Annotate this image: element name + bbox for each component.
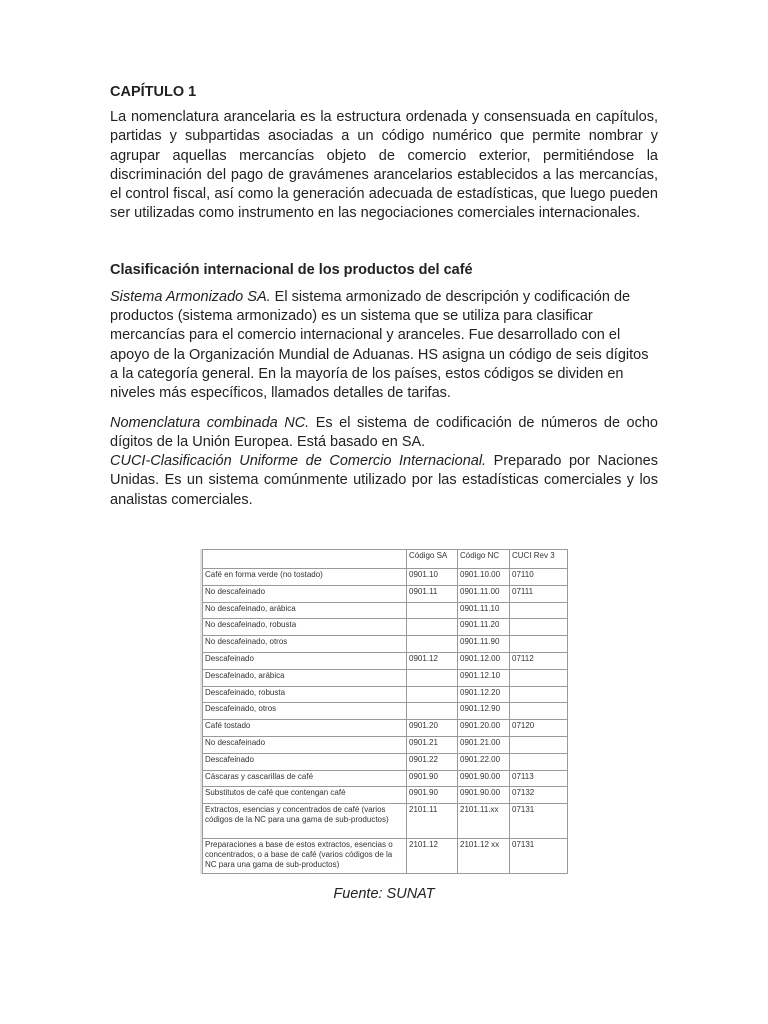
cell-description: Descafeinado	[203, 753, 407, 770]
table-row	[203, 703, 568, 720]
table-row	[203, 669, 568, 686]
table-row	[203, 787, 568, 804]
intro-paragraph: La nomenclatura arancelaria es la estructura ordenada y consensuada en capítulos, partidas y subpartidas asociadas a un código numérico que permite nombrar y agrupar aquellas mercancías objeto de comercio exterior, permitiéndose la discriminación del pago de gravámenes arancelarios establecidos a las mercancías, el control fiscal, así como la generación adecuada de estadísticas, que luego pueden ser utilizadas como instrumento en las negociaciones comerciales internacionales.	[110, 109, 658, 222]
cell-description: Descafeinado	[203, 652, 407, 669]
cell-code-sa	[407, 703, 458, 720]
chapter-title: CAPÍTULO 1	[110, 84, 197, 100]
cell-code-nc: 0901.11.20	[458, 619, 510, 636]
table-row	[203, 804, 568, 839]
cell-code-sa: 0901.10	[407, 569, 458, 586]
sa-term: Sistema Armonizado SA.	[110, 288, 271, 305]
cell-code-sa	[407, 619, 458, 636]
cell-description: No descafeinado	[203, 585, 407, 602]
cuci-paragraph	[110, 452, 658, 510]
cell-description: No descafeinado, robusta	[203, 619, 407, 636]
cell-cuci	[510, 703, 568, 720]
cell-code-nc: 0901.12.90	[458, 703, 510, 720]
cell-description: No descafeinado, arábica	[203, 602, 407, 619]
cell-code-sa: 0901.11	[407, 585, 458, 602]
cell-cuci	[510, 669, 568, 686]
table-row	[203, 839, 568, 874]
cell-cuci: 07131	[510, 804, 568, 839]
cell-description: Descafeinado, robusta	[203, 686, 407, 703]
cell-code-nc: 2101.12 xx	[458, 839, 510, 874]
cell-description: Café tostado	[203, 720, 407, 737]
table-row	[203, 720, 568, 737]
cell-description: Café en forma verde (no tostado)	[203, 569, 407, 586]
table-row	[203, 602, 568, 619]
cell-code-sa	[407, 602, 458, 619]
header-cell-cuci: CUCI Rev 3	[510, 550, 568, 569]
cell-code-sa	[407, 669, 458, 686]
cell-description: Preparaciones a base de estos extractos, esencias o concentrados, o a base de café (varios códigos de la NC para una gama de sub-productos)	[203, 839, 407, 874]
cell-description: Substitutos de café que contengan café	[203, 787, 407, 804]
source-caption: Fuente: SUNAT	[333, 886, 435, 902]
cell-cuci	[510, 602, 568, 619]
header-cell-description	[203, 550, 407, 569]
sa-paragraph	[110, 288, 658, 404]
cell-cuci: 07131	[510, 839, 568, 874]
cell-code-sa: 0901.90	[407, 770, 458, 787]
cell-code-nc: 0901.12.20	[458, 686, 510, 703]
cell-description: Cáscaras y cascarillas de café	[203, 770, 407, 787]
cell-code-nc: 0901.21.00	[458, 736, 510, 753]
cell-code-sa	[407, 686, 458, 703]
cell-code-sa: 2101.11	[407, 804, 458, 839]
nc-term: Nomenclatura combinada NC.	[110, 414, 310, 431]
cell-code-sa: 0901.90	[407, 787, 458, 804]
table-row	[203, 619, 568, 636]
nc-text: Es el sistema de codificación de números de ocho dígitos de la Unión Europea. Está basado en SA.	[110, 414, 658, 450]
cell-code-nc: 0901.11.90	[458, 636, 510, 653]
cell-cuci: 07110	[510, 569, 568, 586]
cell-code-sa	[407, 636, 458, 653]
section-title: Clasificación internacional de los productos del café	[110, 261, 473, 278]
table-row	[203, 585, 568, 602]
header-cell-sa: Código SA	[407, 550, 458, 569]
cell-code-nc: 0901.22.00	[458, 753, 510, 770]
header-cell-nc: Código NC	[458, 550, 510, 569]
cell-cuci: 07132	[510, 787, 568, 804]
coffee-codes-table-image	[200, 549, 567, 874]
cell-code-nc: 0901.10.00	[458, 569, 510, 586]
coffee-codes-table	[202, 549, 568, 874]
table-row	[203, 753, 568, 770]
cell-code-sa: 2101.12	[407, 839, 458, 874]
cell-cuci: 07112	[510, 652, 568, 669]
cell-code-sa: 0901.22	[407, 753, 458, 770]
cell-cuci: 07111	[510, 585, 568, 602]
table-row	[203, 686, 568, 703]
cell-cuci	[510, 636, 568, 653]
table-row	[203, 569, 568, 586]
cell-code-nc: 2101.11.xx	[458, 804, 510, 839]
table-row	[203, 636, 568, 653]
cell-code-nc: 0901.12.10	[458, 669, 510, 686]
table-row	[203, 770, 568, 787]
table-row	[203, 736, 568, 753]
nc-paragraph	[110, 414, 658, 453]
cell-description: No descafeinado	[203, 736, 407, 753]
table-header-row	[203, 550, 568, 569]
cell-description: No descafeinado, otros	[203, 636, 407, 653]
table-body	[203, 569, 568, 874]
cuci-text: Preparado por Naciones Unidas. Es un sistema comúnmente utilizado por las estadísticas comerciales y los analistas comerciales.	[110, 453, 658, 508]
text-body	[110, 84, 658, 510]
cell-description: Extractos, esencias y concentrados de café (varios códigos de la NC para una gama de sub-productos)	[203, 804, 407, 839]
cell-cuci	[510, 686, 568, 703]
sa-text: El sistema armonizado de descripción y codificación de productos (sistema armonizado) es un sistema que se utiliza para clasificar mercancías para el comercio internacional y aranceles. Fue desarrollado con el apoyo de la Organización Mundial de Aduanas. HS asigna un código de seis dígitos a la categoría general. En la mayoría de los países, estos códigos se dividen en niveles más específicos, llamados detalles de tarifas.	[110, 288, 649, 402]
cell-description: Descafeinado, arábica	[203, 669, 407, 686]
cell-code-nc: 0901.20.00	[458, 720, 510, 737]
cell-code-nc: 0901.11.00	[458, 585, 510, 602]
table-row	[203, 652, 568, 669]
cuci-term: CUCI-Clasificación Uniforme de Comercio Internacional.	[110, 453, 487, 470]
cell-code-nc: 0901.90.00	[458, 770, 510, 787]
cell-cuci	[510, 619, 568, 636]
cell-cuci	[510, 753, 568, 770]
cell-code-sa: 0901.12	[407, 652, 458, 669]
cell-code-sa: 0901.21	[407, 736, 458, 753]
cell-cuci: 07113	[510, 770, 568, 787]
cell-code-nc: 0901.11.10	[458, 602, 510, 619]
cell-cuci: 07120	[510, 720, 568, 737]
cell-code-sa: 0901.20	[407, 720, 458, 737]
cell-description: Descafeinado, otros	[203, 703, 407, 720]
cell-code-nc: 0901.12.00	[458, 652, 510, 669]
cell-code-nc: 0901.90.00	[458, 787, 510, 804]
cell-cuci	[510, 736, 568, 753]
